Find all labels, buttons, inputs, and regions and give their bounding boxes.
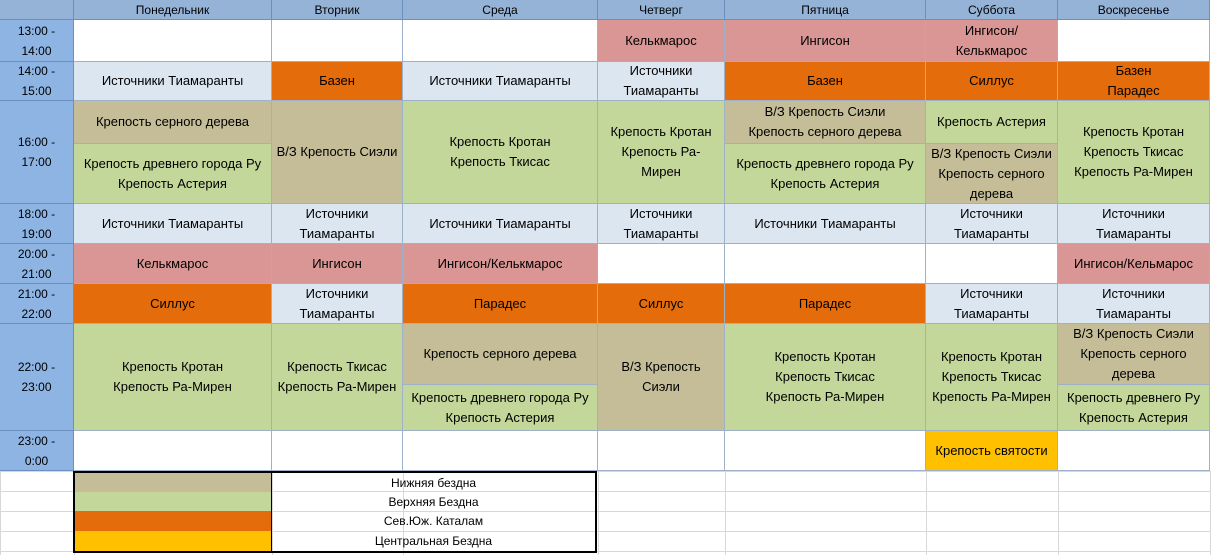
sun-18[interactable]: Источники Тиамаранты xyxy=(1058,204,1210,244)
tue-14[interactable]: Базен xyxy=(272,62,403,101)
tue-21[interactable]: Источники Тиамаранты xyxy=(272,284,403,324)
header-saturday: Суббота xyxy=(926,0,1058,20)
wed-18[interactable]: Источники Тиамаранты xyxy=(403,204,598,244)
wed-22b[interactable]: Крепость древнего города Ру Крепость Астерия xyxy=(403,385,598,431)
sat-16b[interactable]: В/З Крепость Сиэли Крепость серного дерева xyxy=(926,144,1058,204)
sun-14[interactable]: Базен Парадес xyxy=(1058,62,1210,101)
thu-21[interactable]: Силлус xyxy=(598,284,725,324)
tue-13[interactable] xyxy=(272,20,403,62)
sun-16[interactable]: Крепость Кротан Крепость Ткисас Крепость Ра-Мирен xyxy=(1058,101,1210,204)
fri-13[interactable]: Ингисон xyxy=(725,20,926,62)
legend-label-north-south: Сев.Юж. Каталам xyxy=(383,514,484,528)
time-16: 16:00 - 17:00 xyxy=(0,101,74,204)
time-18: 18:00 - 19:00 xyxy=(0,204,74,244)
sun-13[interactable] xyxy=(1058,20,1210,62)
mon-21[interactable]: Силлус xyxy=(74,284,272,324)
legend-swatch-lower xyxy=(75,473,271,492)
tue-22[interactable]: Крепость Ткисас Крепость Ра-Мирен xyxy=(272,324,403,431)
thu-20[interactable] xyxy=(598,244,725,284)
sat-21[interactable]: Источники Тиамаранты xyxy=(926,284,1058,324)
mon-16b[interactable]: Крепость древнего города Ру Крепость Астерия xyxy=(74,144,272,204)
sat-22[interactable]: Крепость Кротан Крепость Ткисас Крепость Ра-Мирен xyxy=(926,324,1058,431)
sat-23[interactable]: Крепость святости xyxy=(926,431,1058,471)
legend-label-lower: Нижняя бездна xyxy=(390,475,477,490)
sun-22a[interactable]: В/З Крепость Сиэли Крепость серного дерева xyxy=(1058,324,1210,385)
wed-21[interactable]: Парадес xyxy=(403,284,598,324)
grid-vline xyxy=(1058,471,1059,555)
thu-14[interactable]: Источники Тиамаранты xyxy=(598,62,725,101)
mon-13[interactable] xyxy=(74,20,272,62)
mon-16a[interactable]: Крепость серного дерева xyxy=(74,101,272,144)
header-monday: Понедельник xyxy=(74,0,272,20)
sun-20[interactable]: Ингисон/Кельмарос xyxy=(1058,244,1210,284)
wed-20[interactable]: Ингисон/Келькмарос xyxy=(403,244,598,284)
legend-swatch-upper xyxy=(75,492,271,511)
sat-16a[interactable]: Крепость Астерия xyxy=(926,101,1058,144)
thu-22[interactable]: В/З Крепость Сиэли xyxy=(598,324,725,431)
fri-16b[interactable]: Крепость древнего города Ру Крепость Астерия xyxy=(725,144,926,204)
mon-14[interactable]: Источники Тиамаранты xyxy=(74,62,272,101)
header-tuesday: Вторник xyxy=(272,0,403,20)
time-21: 21:00 - 22:00 xyxy=(0,284,74,324)
thu-18[interactable]: Источники Тиамаранты xyxy=(598,204,725,244)
sun-22b[interactable]: Крепость древнего Ру Крепость Астерия xyxy=(1058,385,1210,431)
time-23: 23:00 - 0:00 xyxy=(0,431,74,471)
sat-18[interactable]: Источники Тиамаранты xyxy=(926,204,1058,244)
wed-13[interactable] xyxy=(403,20,598,62)
time-14: 14:00 - 15:00 xyxy=(0,62,74,101)
grid-vline xyxy=(598,471,599,555)
wed-16[interactable]: Крепость Кротан Крепость Ткисас xyxy=(403,101,598,204)
wed-14[interactable]: Источники Тиамаранты xyxy=(403,62,598,101)
grid-vline xyxy=(725,471,726,555)
header-thursday: Четверг xyxy=(598,0,725,20)
fri-20[interactable] xyxy=(725,244,926,284)
time-13: 13:00 - 14:00 xyxy=(0,20,74,62)
thu-13[interactable]: Келькмарос xyxy=(598,20,725,62)
thu-23[interactable] xyxy=(598,431,725,471)
legend-label-upper: Верхняя Бездна xyxy=(388,494,479,509)
header-sunday: Воскресенье xyxy=(1058,0,1210,20)
sat-20[interactable] xyxy=(926,244,1058,284)
tue-23[interactable] xyxy=(272,431,403,471)
thu-16[interactable]: Крепость Кротан Крепость Ра- Мирен xyxy=(598,101,725,204)
corner-header xyxy=(0,0,74,20)
grid-vline xyxy=(0,471,1,555)
wed-23[interactable] xyxy=(403,431,598,471)
tue-18[interactable]: Источники Тиамаранты xyxy=(272,204,403,244)
wed-22a[interactable]: Крепость серного дерева xyxy=(403,324,598,385)
mon-23[interactable] xyxy=(74,431,272,471)
legend-label-central: Центральная Бездна xyxy=(374,534,493,548)
mon-20[interactable]: Келькмарос xyxy=(74,244,272,284)
header-friday: Пятница xyxy=(725,0,926,20)
legend-swatch-north-south xyxy=(75,511,271,531)
sat-13[interactable]: Ингисон/ Келькмарос xyxy=(926,20,1058,62)
fri-14[interactable]: Базен xyxy=(725,62,926,101)
tue-20[interactable]: Ингисон xyxy=(272,244,403,284)
fri-16a[interactable]: В/З Крепость Сиэли Крепость серного дерева xyxy=(725,101,926,144)
mon-18[interactable]: Источники Тиамаранты xyxy=(74,204,272,244)
sun-23[interactable] xyxy=(1058,431,1210,471)
tue-16[interactable]: В/З Крепость Сиэли xyxy=(272,101,403,204)
fri-21[interactable]: Парадес xyxy=(725,284,926,324)
mon-22[interactable]: Крепость Кротан Крепость Ра-Мирен xyxy=(74,324,272,431)
grid-vline xyxy=(926,471,927,555)
time-22: 22:00 - 23:00 xyxy=(0,324,74,431)
header-wednesday: Среда xyxy=(403,0,598,20)
fri-22[interactable]: Крепость Кротан Крепость Ткисас Крепость Ра-Мирен xyxy=(725,324,926,431)
time-20: 20:00 - 21:00 xyxy=(0,244,74,284)
sat-14[interactable]: Силлус xyxy=(926,62,1058,101)
sun-21[interactable]: Источники Тиамаранты xyxy=(1058,284,1210,324)
fri-23[interactable] xyxy=(725,431,926,471)
legend-swatch-central xyxy=(75,531,271,551)
fri-18[interactable]: Источники Тиамаранты xyxy=(725,204,926,244)
